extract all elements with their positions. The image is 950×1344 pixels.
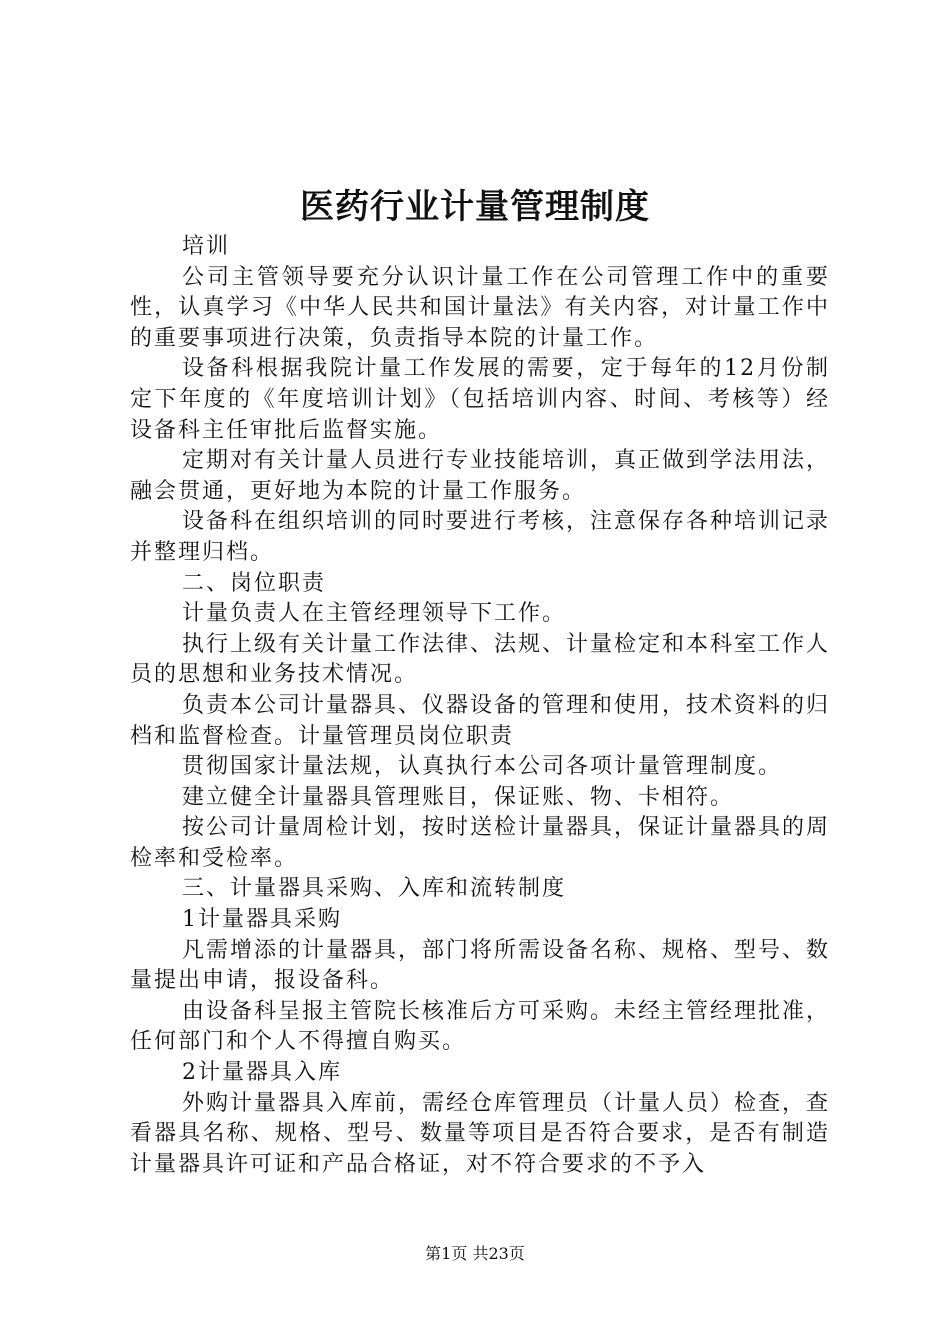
document-body: [130, 232, 830, 1180]
paragraph: 执行上级有关计量工作法律、法规、计量检定和本科室工作人员的思想和业务技术情况。: [130, 631, 831, 688]
section-heading-procurement: 三、计量器具采购、入库和流转制度: [182, 876, 567, 902]
paragraph: 按公司计量周检计划，按时送检计量器具，保证计量器具的周检率和受检率。: [130, 815, 831, 871]
paragraph: 计量负责人在主管经理领导下工作。: [182, 601, 567, 627]
paragraph: 负责本公司计量器具、仪器设备的管理和使用，技术资料的归档和监督检查。计量管理员岗位职责: [130, 692, 831, 749]
paragraph: 定期对有关计量人员进行专业技能培训，真正做到学法用法，融会贯通，更好地为本院的计量工作服务。: [130, 448, 831, 504]
section-heading-training: 培训: [182, 234, 231, 259]
page-number-footer: 第1页 共23页: [425, 1244, 525, 1263]
subsection-heading: 2计量器具入库: [182, 1060, 342, 1086]
paragraph: 贯彻国家计量法规，认真执行本公司各项计量管理制度。: [182, 754, 783, 780]
paragraph: 由设备科呈报主管院长核准后方可采购。未经主管经理批准，任何部门和个人不得擅自购买。: [130, 998, 831, 1055]
section-heading-duties: 二、岗位职责: [182, 570, 327, 596]
document-title: 医药行业计量管理制度: [300, 187, 650, 227]
paragraph: 公司主管领导要充分认识计量工作在公司管理工作中的重要性，认真学习《中华人民共和国计量法》有关内容，对计量工作中的重要事项进行决策，负责指导本院的计量工作。: [130, 264, 830, 351]
subsection-heading: 1计量器具采购: [182, 907, 342, 933]
paragraph: 建立健全计量器具管理账目，保证账、物、卡相符。: [182, 784, 735, 810]
paragraph: 凡需增添的计量器具，部门将所需设备名称、规格、型号、数量提出申请，报设备科。: [130, 937, 831, 994]
paragraph: 设备科根据我院计量工作发展的需要，定于每年的12月份制定下年度的《年度培训计划》（包括培训内容、时间、考核等）经设备科主任审批后监督实施。: [130, 356, 830, 443]
paragraph: 设备科在组织培训的同时要进行考核，注意保存各种培训记录并整理归档。: [130, 509, 831, 565]
paragraph: 外购计量器具入库前，需经仓库管理员（计量人员）检查，查看器具名称、规格、型号、数量等项目是否符合要求，是否有制造计量器具许可证和产品合格证，对不符合要求的不予入: [130, 1090, 831, 1177]
